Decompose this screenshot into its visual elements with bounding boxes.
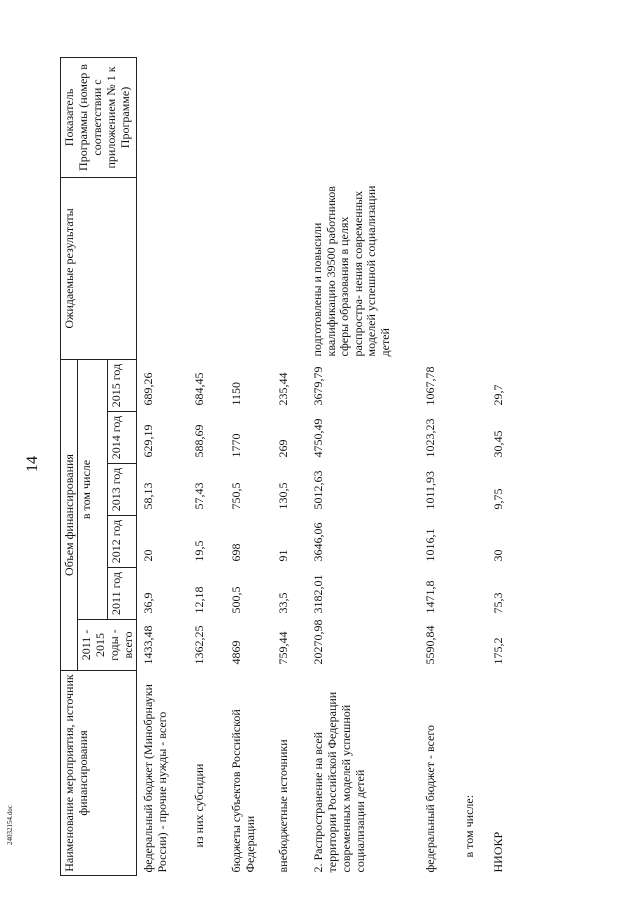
page-number: 14 — [24, 456, 41, 472]
header-2013: 2013 год — [107, 464, 137, 516]
header-2012: 2012 год — [107, 516, 137, 568]
financing-table-container — [60, 58, 570, 876]
cell-y2012 — [438, 516, 477, 568]
header-total: 2011 - 2015 годы - всего — [78, 620, 137, 671]
table-row — [291, 57, 393, 875]
cell-results — [258, 177, 291, 359]
cell-y2011: 36,9 — [141, 592, 155, 614]
cell-name: внебюджетные источники — [276, 739, 290, 873]
cell-name: 2. Распространение на всей территории Российской Федерации современных моделей успешной социализации детей — [311, 691, 367, 873]
cell-y2015: 29,7 — [491, 384, 505, 406]
cell-total: 175,2 — [491, 637, 505, 665]
cell-y2015: 1150 — [229, 381, 243, 406]
cell-y2012: 91 — [276, 549, 290, 562]
header-2015: 2015 год — [107, 359, 137, 411]
header-2011: 2011 год — [107, 568, 137, 620]
cell-y2012: 20 — [141, 549, 155, 562]
cell-y2012: 30 — [491, 549, 505, 562]
cell-y2012: 1016,1 — [423, 528, 437, 562]
cell-y2012: 3646,06 — [311, 522, 325, 562]
cell-y2014: 4750,49 — [311, 418, 325, 458]
cell-results — [393, 177, 438, 359]
cell-y2013: 5012,63 — [311, 470, 325, 510]
cell-y2011: 12,18 — [192, 586, 206, 614]
cell-y2013: 1011,93 — [423, 470, 437, 510]
table-header — [61, 57, 137, 875]
header-results: Ожидаемые результаты — [61, 177, 137, 359]
cell-total: 759,44 — [276, 631, 290, 665]
cell-y2012: 698 — [229, 543, 243, 562]
table-body — [137, 57, 507, 875]
table-row — [258, 57, 291, 875]
header-volume: Объем финансирования — [61, 359, 78, 670]
cell-total: 20270,98 — [311, 619, 325, 665]
cell-name: федеральный бюджет - всего — [423, 725, 437, 873]
cell-name: федеральный бюджет (Минобрнауки России) - прочие нужды - всего — [141, 684, 169, 873]
cell-y2013: 130,5 — [276, 482, 290, 510]
table-row — [137, 57, 171, 875]
footer-filename: 24032154.doc — [6, 805, 14, 845]
cell-y2014: 588,69 — [192, 424, 206, 458]
cell-results — [438, 177, 477, 359]
cell-y2011 — [438, 568, 477, 620]
financing-table — [60, 57, 506, 876]
cell-y2013: 57,43 — [192, 482, 206, 510]
cell-y2015: 235,44 — [276, 372, 290, 406]
cell-y2014: 269 — [276, 439, 290, 458]
cell-y2015 — [438, 359, 477, 411]
header-in-that: в том числе — [78, 359, 108, 619]
header-2014: 2014 год — [107, 412, 137, 464]
cell-results — [207, 177, 258, 359]
cell-y2013: 9,75 — [491, 488, 505, 510]
table-row — [207, 57, 258, 875]
cell-indicator — [258, 57, 291, 177]
cell-y2011: 1471,8 — [423, 580, 437, 614]
cell-results — [170, 177, 207, 359]
cell-y2011: 3182,01 — [311, 574, 325, 614]
cell-results — [477, 177, 506, 359]
cell-name: НИОКР — [491, 831, 505, 873]
cell-total: 5590,84 — [423, 625, 437, 665]
cell-indicator — [170, 57, 207, 177]
cell-results: подготовлены и повысили квалификацию 39500 работников сферы образования в целях распростра- нения современных моделей успешной социализации детей — [310, 185, 392, 357]
table-row — [170, 57, 207, 875]
cell-y2011: 33,5 — [276, 592, 290, 614]
cell-indicator — [137, 57, 171, 177]
cell-y2014: 30,45 — [491, 430, 505, 458]
table-row — [393, 57, 438, 875]
cell-indicator — [477, 57, 506, 177]
cell-y2013: 58,13 — [141, 482, 155, 510]
cell-indicator — [207, 57, 258, 177]
cell-indicator — [438, 57, 477, 177]
cell-indicator — [291, 57, 393, 177]
cell-y2015: 689,26 — [141, 372, 155, 406]
cell-total — [438, 620, 477, 671]
cell-name: из них субсидии — [192, 763, 206, 848]
cell-y2014: 1770 — [229, 433, 243, 458]
cell-y2014 — [438, 412, 477, 464]
cell-total: 1433,48 — [141, 625, 155, 665]
cell-y2013 — [438, 464, 477, 516]
cell-indicator — [393, 57, 438, 177]
cell-y2014: 629,19 — [141, 424, 155, 458]
cell-total: 4869 — [229, 640, 243, 665]
cell-name: в том числе: — [462, 794, 476, 858]
cell-name: бюджеты субъектов Российской Федерации — [229, 709, 257, 873]
cell-results — [137, 177, 171, 359]
cell-y2011: 75,3 — [491, 592, 505, 614]
cell-y2012: 19,5 — [192, 540, 206, 562]
cell-y2014: 1023,23 — [423, 418, 437, 458]
cell-y2015: 1067,78 — [423, 366, 437, 406]
table-row — [438, 57, 477, 875]
cell-y2013: 750,5 — [229, 482, 243, 510]
header-name: Наименование мероприятия, источник финансирования — [61, 671, 137, 876]
cell-y2015: 3679,79 — [311, 366, 325, 406]
cell-y2015: 684,45 — [192, 372, 206, 406]
table-row — [477, 57, 506, 875]
cell-y2011: 500,5 — [229, 586, 243, 614]
header-indicator: Показатель Программы (номер в соответствии с приложением № 1 к Программе) — [61, 57, 137, 177]
cell-total: 1362,25 — [192, 625, 206, 665]
